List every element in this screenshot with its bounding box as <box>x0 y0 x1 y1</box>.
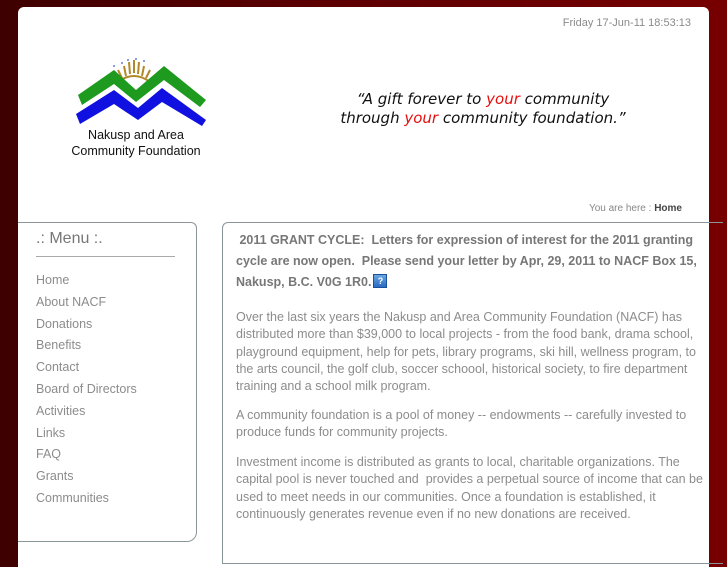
logo-line-2: Community Foundation <box>71 144 201 158</box>
menu-divider <box>36 256 175 257</box>
paragraph-investment: Investment income is distributed as grants to local, charitable organizations. The capital pool is never touched and provides a perpetual source of income that can be used to meet needs in our communities. Once a foundation is established, it continuously generates revenue even if no new donations are received. <box>236 455 703 521</box>
menu-item-contact[interactable]: Contact <box>36 360 80 375</box>
tagline-line-1: “A gift forever to your community <box>356 90 610 108</box>
paragraph-history: Over the last six years the Nakusp and Area Community Foundation (NACF) has distributed more than $39,000 to local projects - from the food bank, drama school, playground equipment, help for pets, library programs, ski hill, wellness program, to the arts council, the golf club, soccer schoool, historical society, to fire department training and a school milk program. <box>236 310 696 394</box>
menu-list <box>36 270 137 510</box>
menu-item-home[interactable]: Home <box>36 273 70 287</box>
page-container <box>18 7 709 567</box>
menu-item-grants[interactable]: Grants <box>36 469 74 484</box>
paragraph-definition: A community foundation is a pool of money -- endowments -- carefully invested to produce funds for community projects. <box>236 408 687 440</box>
logo[interactable] <box>56 52 216 170</box>
logo-text <box>56 127 216 159</box>
main-content <box>222 222 723 564</box>
menu-title: .: Menu :. <box>36 230 103 247</box>
tagline <box>318 90 648 128</box>
grant-notice <box>236 230 706 293</box>
sidebar-menu <box>18 222 197 542</box>
grant-notice-text: 2011 GRANT CYCLE: Letters for expression of interest for the 2011 granting cycle are now open. Please send your letter by Apr, 29, 2011 to NACF Box 15, Nakusp, B.C. V0G 1R0. <box>236 233 697 289</box>
breadcrumb-current[interactable]: Home <box>654 203 682 214</box>
menu-item-links[interactable]: Links <box>36 425 66 440</box>
menu-item-donations[interactable]: Donations <box>36 316 93 331</box>
menu-item-benefits[interactable]: Benefits <box>36 338 82 353</box>
breadcrumb-label: You are here : <box>588 203 655 214</box>
logo-line-1: Nakusp and Area <box>88 128 184 142</box>
mountain-logo-icon <box>56 52 216 127</box>
menu-item-about-nacf[interactable]: About NACF <box>36 294 107 309</box>
datetime: Friday 17-Jun-11 18:53:13 <box>562 17 691 29</box>
tagline-line-2: through your community foundation.” <box>340 109 626 127</box>
breadcrumb <box>589 203 682 214</box>
menu-item-activities[interactable]: Activities <box>36 403 86 418</box>
help-icon[interactable]: ? <box>373 274 387 288</box>
menu-item-board-of-directors[interactable]: Board of Directors <box>36 381 137 396</box>
menu-item-faq[interactable]: FAQ <box>36 447 62 462</box>
menu-item-communities[interactable]: Communities <box>36 490 109 505</box>
